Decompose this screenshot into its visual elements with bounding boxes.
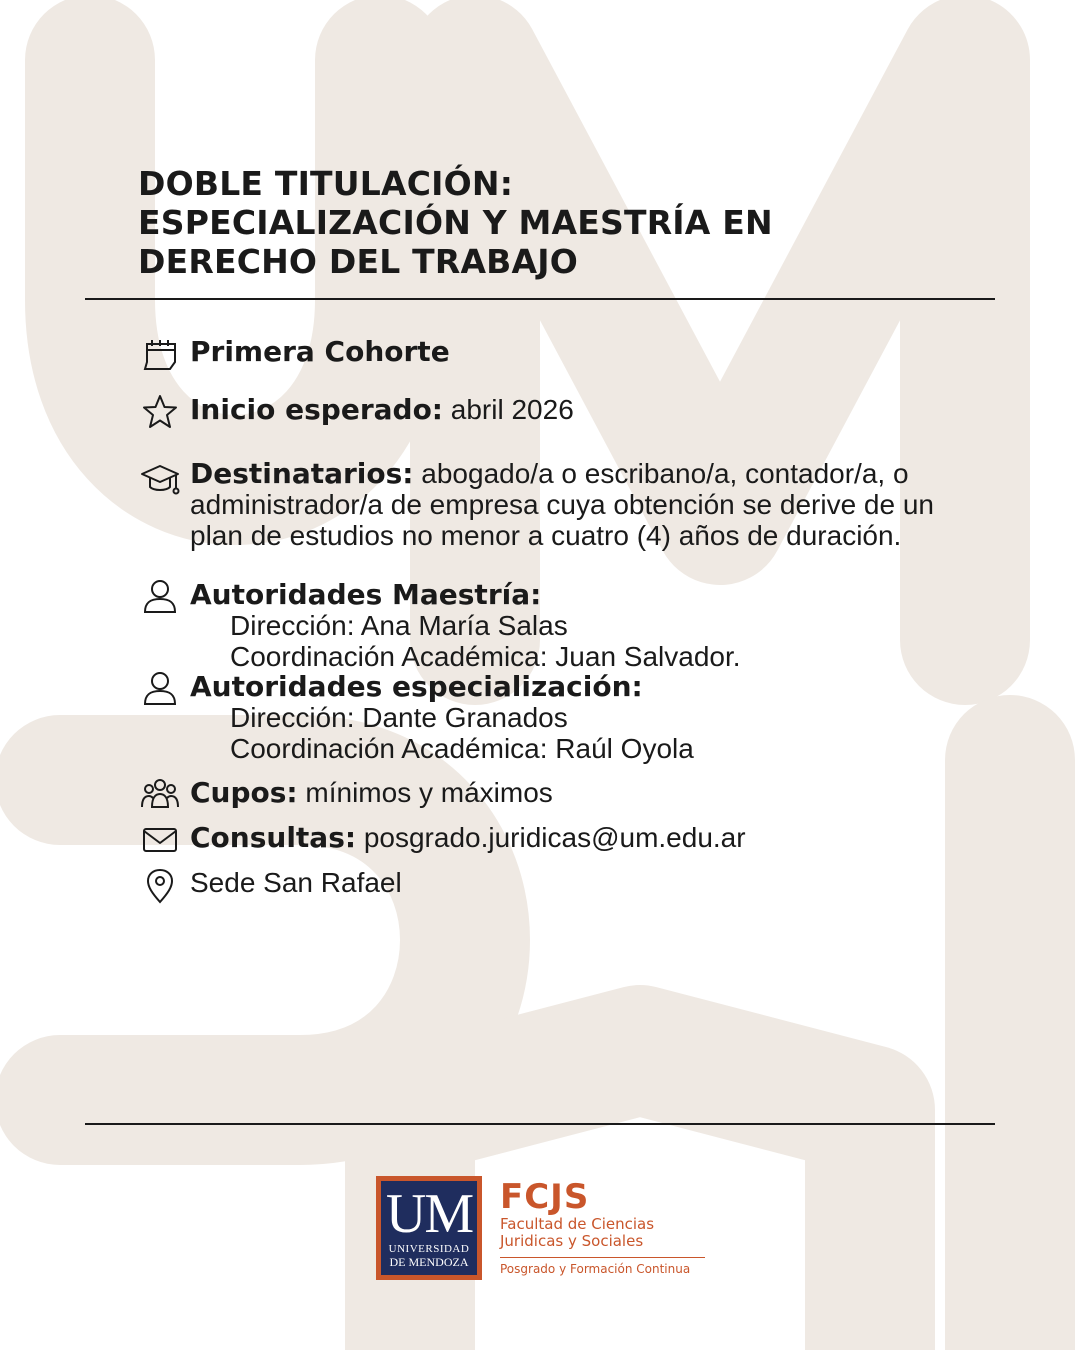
destinatarios-label: Destinatarios: [190, 457, 414, 490]
destinatarios-line-2: administrador/a de empresa cuya obtención se derive de un [190, 489, 934, 520]
fcjs-line-3: Posgrado y Formación Continua [500, 1262, 691, 1276]
maestria-label: Autoridades Maestría: [190, 578, 542, 611]
top-divider [85, 298, 995, 300]
cupos-label: Cupos: [190, 776, 298, 809]
destinatarios-line-3: plan de estudios no menor a cuatro (4) años de duración. [190, 520, 902, 551]
user-icon [140, 669, 180, 709]
page-title [138, 164, 898, 281]
location-pin-icon [140, 866, 180, 906]
title-line-2: ESPECIALIZACIÓN Y MAESTRÍA EN [138, 203, 773, 242]
inicio-value: abril 2026 [450, 394, 574, 425]
group-icon [140, 775, 180, 815]
star-icon [140, 392, 180, 432]
logo-univ-line-1: UNIVERSIDAD [388, 1243, 470, 1255]
consultas-email[interactable]: posgrado.juridicas@um.edu.ar [363, 822, 746, 853]
fcjs-logo [500, 1178, 705, 1276]
especializacion-label: Autoridades especialización: [190, 670, 643, 703]
envelope-icon [140, 820, 180, 860]
inicio-label: Inicio esperado: [190, 393, 443, 426]
destinatarios-line-1: abogado/a o escribano/a, contador/a, o [421, 458, 909, 489]
especializacion-coordinacion: Coordinación Académica: Raúl Oyola [230, 733, 694, 764]
fcjs-divider [500, 1257, 705, 1258]
fcjs-title: FCJS [500, 1177, 590, 1217]
maestria-coordinacion: Coordinación Académica: Juan Salvador. [230, 641, 741, 672]
fcjs-line-2: Juridicas y Sociales [500, 1232, 644, 1250]
universidad-de-mendoza-logo [376, 1176, 482, 1280]
title-line-3: DERECHO DEL TRABAJO [138, 242, 579, 281]
user-icon [140, 577, 180, 617]
logo-univ-line-2: DE MENDOZA [389, 1255, 469, 1269]
fcjs-line-1: Facultad de Ciencias [500, 1215, 655, 1233]
especializacion-direccion: Dirección: Dante Granados [230, 702, 568, 733]
consultas-label: Consultas: [190, 821, 357, 854]
logo-um-text: UM [385, 1183, 473, 1245]
title-line-1: DOBLE TITULACIÓN: [138, 164, 514, 203]
sede-value: Sede San Rafael [190, 867, 402, 898]
bottom-divider [85, 1123, 995, 1125]
calendar-icon [140, 334, 180, 374]
cupos-value: mínimos y máximos [305, 777, 553, 808]
cohorte-label: Primera Cohorte [190, 335, 450, 368]
maestria-direccion: Dirección: Ana María Salas [230, 610, 568, 641]
graduation-cap-icon [140, 458, 180, 498]
